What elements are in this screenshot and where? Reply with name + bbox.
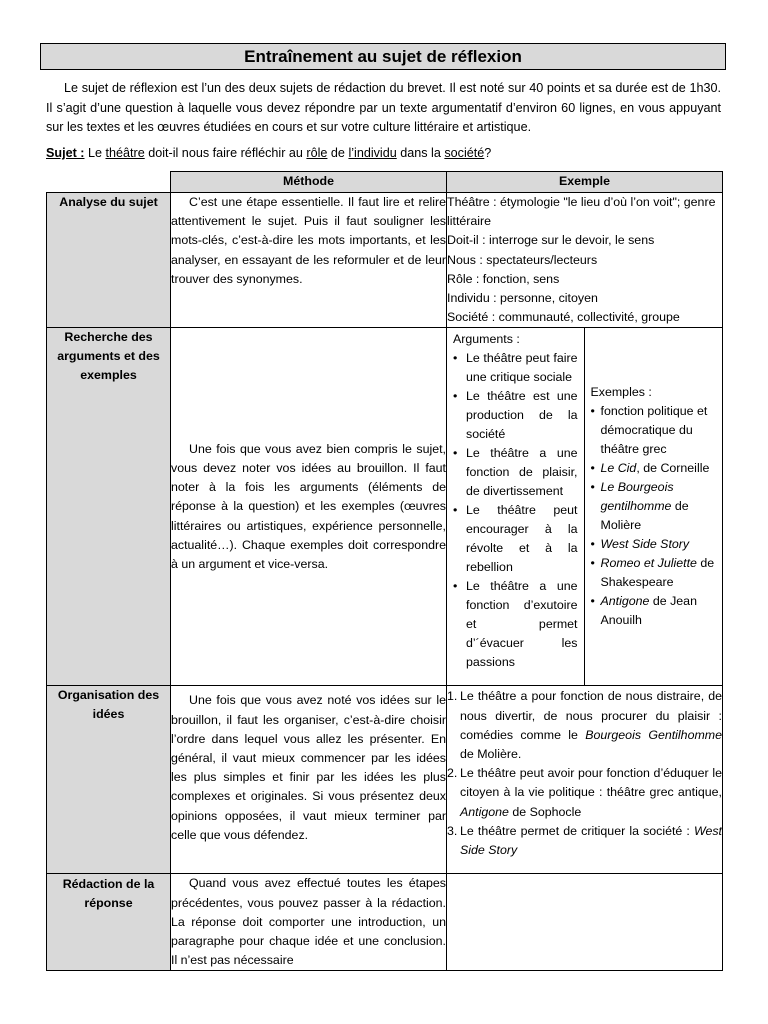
- row-label-analyse: Analyse du sujet: [47, 193, 171, 328]
- sujet-keyword-individu: l’individu: [348, 146, 397, 160]
- row-label-organisation: Organisation des idées: [47, 686, 171, 874]
- sujet-word: de: [330, 146, 345, 160]
- table-corner: [47, 172, 171, 193]
- keyword-definition: Nous : spectateurs/lecteurs: [447, 252, 598, 267]
- list-item: [591, 402, 719, 459]
- method-cell-redaction: [171, 874, 447, 971]
- examples-title: Exemples :: [590, 385, 652, 400]
- list-item: [591, 535, 719, 554]
- method-text: C’est une étape essentielle. Il faut lire et relire attentivement le sujet. Puis il faut souligner les mots-clés, c’est-à-dire les mots importants, et les analyser, en essayant de les reformuler et de leur trouver des synonymes.: [171, 195, 446, 286]
- list-item: • Le théâtre est une production de la société: [453, 387, 578, 444]
- item-text: Le théâtre a pour fonction de nous distraire, de nous divertir, de nous procurer du plaisir : comédies comme le: [460, 689, 722, 742]
- keyword-definition: Individu : personne, citoyen: [447, 291, 598, 306]
- work-title: Antigone: [600, 594, 650, 609]
- sujet-keyword-role: rôle: [306, 146, 328, 160]
- list-item: [447, 822, 722, 860]
- work-author: de Shakespeare: [600, 556, 715, 590]
- arguments-list: [453, 349, 578, 672]
- method-table: [46, 171, 723, 971]
- list-item: • Le théâtre peut encourager à la révolte et à la rebellion: [453, 501, 578, 577]
- work-title: Romeo et Juliette: [600, 556, 697, 571]
- intro-text: Le sujet de réflexion est l’un des deux sujets de rédaction du brevet. Il est noté sur 40 points et sa durée est de 1h30. Il s’agit d’une question à laquelle vous devez répondre par un texte argumentatif d’environ 60 lignes, en vous appuyant sur les textes et les œuvres étudiées en cours et sur votre culture littéraire et artistique.: [46, 81, 721, 135]
- work-title: Le Cid: [600, 461, 637, 476]
- item-text: Le théâtre permet de critiquer la société :: [460, 823, 694, 838]
- intro-paragraph: [46, 79, 721, 138]
- work-author: , de Corneille: [636, 461, 710, 476]
- list-item: • Le théâtre peut faire une critique sociale: [453, 349, 578, 387]
- work-title: West Side Story: [600, 537, 690, 552]
- sujet-keyword-theatre: théâtre: [105, 146, 145, 160]
- item-text: de Sophocle: [508, 804, 582, 819]
- work-title: Bourgeois Gentilhomme: [585, 727, 723, 742]
- sujet-word: doit-il nous faire réfléchir au: [148, 146, 303, 160]
- sujet-word: dans la: [400, 146, 441, 160]
- method-cell-analyse: [171, 193, 447, 328]
- keyword-definition: Rôle : fonction, sens: [447, 271, 560, 286]
- item-number: 3.: [447, 823, 458, 838]
- item-number: 1.: [447, 689, 458, 704]
- method-text: Quand vous avez effectué toutes les étapes précédentes, vous pouvez passer à la rédaction. La réponse doit comporter une introduction, un paragraphe pour chaque idée et une conclusion. Il n’est pas nécessaire: [171, 876, 446, 968]
- item-text: Le théâtre peut avoir pour fonction d’éduquer le citoyen à la vie politique : théâtre grec antique,: [460, 766, 722, 800]
- work-title: Le Bourgeois gentilhomme: [600, 480, 674, 514]
- example-cell-organisation: [447, 686, 723, 874]
- list-item: [591, 554, 719, 592]
- method-cell-organisation: [171, 686, 447, 874]
- example-cell-recherche: [447, 328, 723, 686]
- row-label-recherche: Recherche des arguments et des exemples: [47, 328, 171, 686]
- column-header-exemple: Exemple: [447, 172, 723, 193]
- list-item: • Le théâtre a une fonction de plaisir, de divertissement: [453, 444, 578, 501]
- table-row-recherche: [47, 328, 723, 686]
- work-author: de Jean Anouilh: [600, 594, 697, 628]
- example-cell-redaction: [447, 874, 723, 971]
- sujet-question-mark: ?: [484, 146, 492, 160]
- row-label-redaction: Rédaction de la réponse: [47, 874, 171, 971]
- method-text: Une fois que vous avez bien compris le sujet, vous devez noter vos idées au brouillon. Il faut noter à la fois les arguments (éléments de réponse à la question) et les exemples (œuvres littéraires ou artistiques, expérience personnelle, actualité…). Chaque exemples doit correspondre à un argument et vice-versa.: [171, 441, 446, 571]
- sujet-line: [46, 144, 721, 163]
- list-item: • Le théâtre a une fonction d’exutoire et permet d’´évacuer les passions: [453, 577, 578, 672]
- sujet-keyword-societe: société: [444, 146, 485, 160]
- organisation-plan-list: [447, 687, 722, 860]
- list-item: [447, 764, 722, 822]
- example-text: fonction politique et démocratique du théâtre grec: [600, 404, 708, 457]
- example-cell-analyse: [447, 193, 723, 328]
- keyword-definition: Théâtre : étymologie "le lieu d’où l’on voit"; genre littéraire: [447, 195, 716, 229]
- method-cell-recherche: [171, 328, 447, 686]
- table-row-analyse: [47, 193, 723, 328]
- method-text: Une fois que vous avez noté vos idées sur le brouillon, il faut les organiser, c’est-à-dire choisir l’ordre dans lequel vous allez les présenter. En général, il vaut mieux commencer par les idées les plus simples et finir par les idées les plus complexes et originales. Si vous présentez deux opinions opposées, il vaut mieux terminer par celle que vous défendez.: [171, 693, 446, 842]
- keyword-definition: Société : communauté, collectivité, groupe: [447, 310, 680, 325]
- examples-column: [584, 328, 722, 685]
- work-title: Antigone: [460, 804, 509, 819]
- item-text: de Molière.: [460, 747, 522, 762]
- arguments-title: Arguments :: [453, 332, 520, 347]
- arguments-column: [447, 328, 584, 685]
- work-author: de Molière: [600, 499, 689, 533]
- sujet-label: Sujet :: [46, 146, 85, 160]
- table-row-redaction: [47, 874, 723, 971]
- list-item: [591, 592, 719, 630]
- sujet-word: Le: [87, 146, 102, 160]
- list-item: [591, 459, 719, 478]
- table-row-organisation: [47, 686, 723, 874]
- column-header-methode: Méthode: [171, 172, 447, 193]
- list-item: [447, 687, 722, 764]
- list-item: [591, 478, 719, 535]
- work-title: West Side Story: [460, 823, 722, 858]
- arguments-examples-split: [447, 328, 722, 685]
- keyword-definition: Doit-il : interroge sur le devoir, le sens: [447, 233, 655, 248]
- document-title: Entraînement au sujet de réflexion: [40, 43, 726, 70]
- examples-list: [591, 402, 719, 630]
- item-number: 2.: [447, 766, 458, 781]
